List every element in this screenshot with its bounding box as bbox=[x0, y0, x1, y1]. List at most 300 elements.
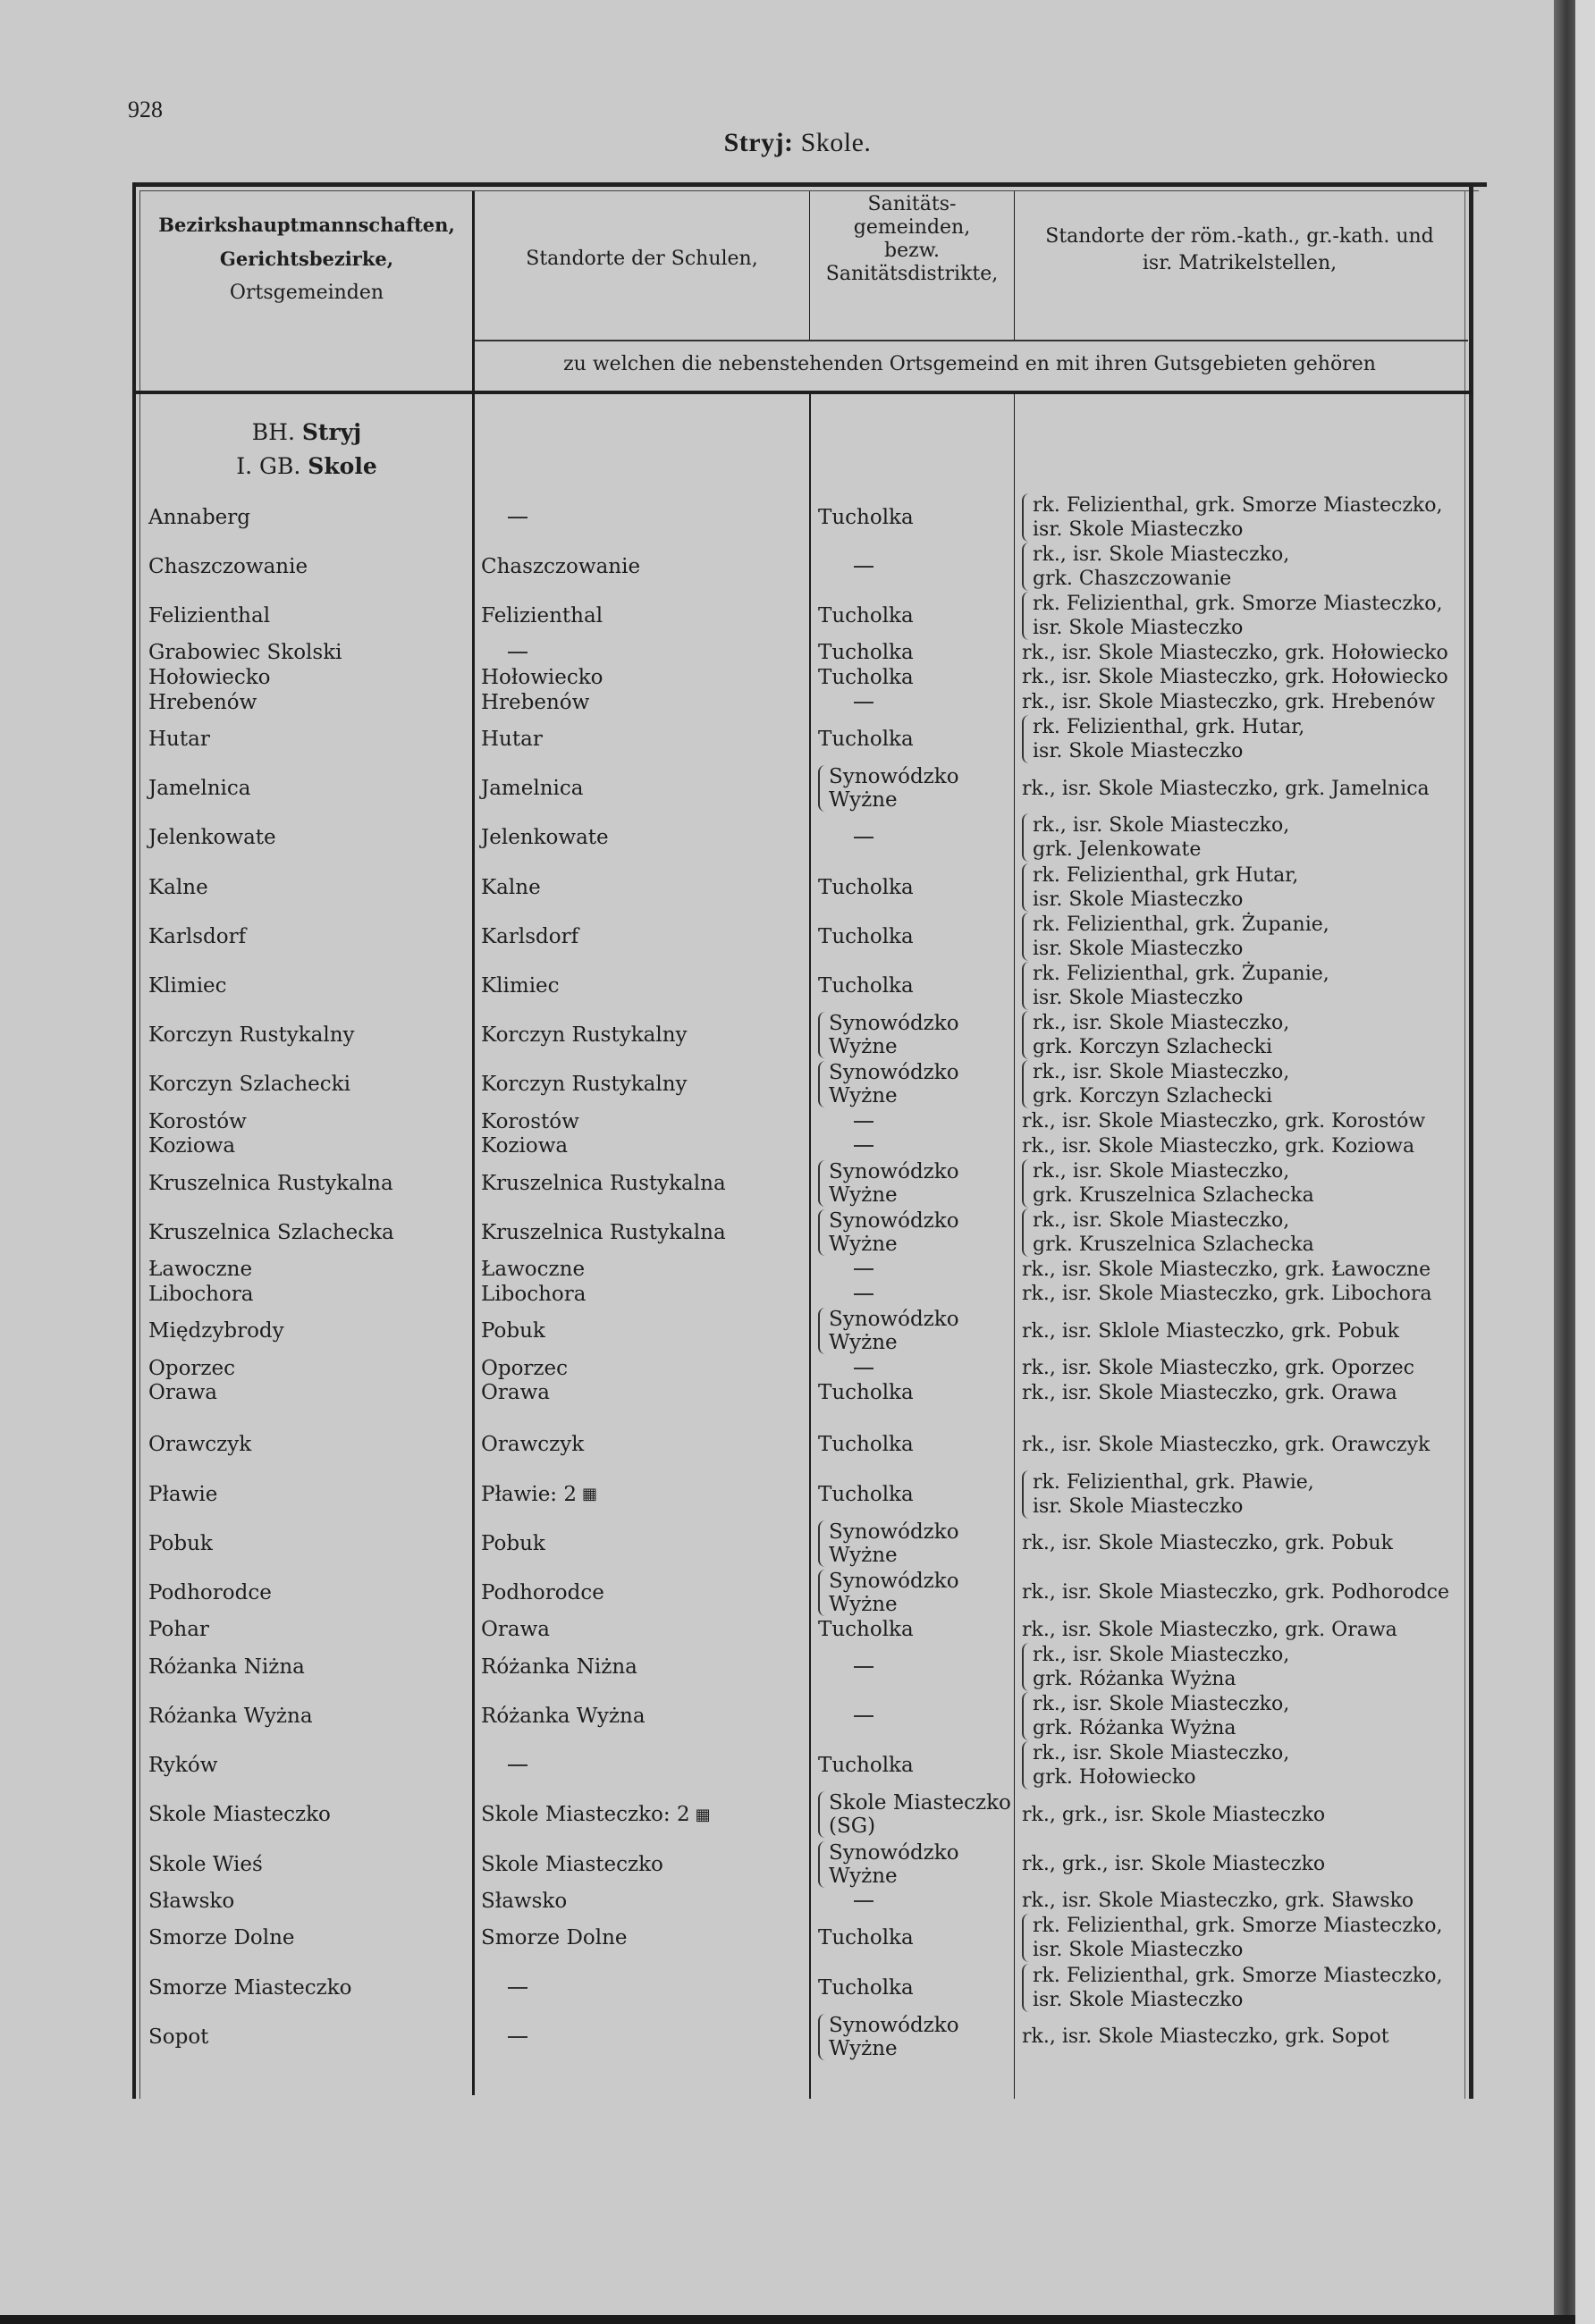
matrikel-line: grk. Chaszczowanie bbox=[1033, 567, 1232, 590]
header-col-schulen: Standorte der Schulen, bbox=[526, 248, 758, 270]
cell-ortsgemeinde bbox=[148, 1381, 470, 1406]
matrikel-line: rk. Felizienthal, grk. Hutar, bbox=[1033, 715, 1305, 738]
sanitaet-line: Synowódzko bbox=[829, 1840, 959, 1865]
ortsgemeinde-name: Hrebenów bbox=[148, 690, 257, 714]
curly-brace-icon bbox=[1022, 715, 1031, 763]
cell-matrikel bbox=[1022, 1307, 1469, 1356]
subheader-rule bbox=[474, 340, 1468, 341]
cell-ortsgemeinde bbox=[148, 1258, 470, 1283]
header-col3-line4: Sanitätsdistrikte, bbox=[825, 263, 999, 285]
schule-name: Felizienthal bbox=[481, 603, 603, 627]
cell-ortsgemeinde bbox=[148, 665, 470, 690]
cell-schule bbox=[481, 912, 803, 961]
sanitaet-line: Wyżne bbox=[829, 1183, 898, 1207]
table-row bbox=[132, 1109, 1472, 1134]
cell-ortsgemeinde bbox=[148, 714, 470, 763]
table-row bbox=[132, 1618, 1472, 1643]
cell-ortsgemeinde bbox=[148, 1134, 470, 1159]
table-row bbox=[132, 1282, 1472, 1307]
cell-ortsgemeinde bbox=[148, 591, 470, 640]
cell-matrikel bbox=[1022, 1381, 1469, 1406]
sanitaet-name: Tucholka bbox=[818, 973, 914, 998]
ortsgemeinde-name: Smorze Dolne bbox=[148, 1926, 295, 1950]
matrikel-text: rk., isr. Skole Miasteczko, grk. Orawa bbox=[1022, 1618, 1397, 1641]
cell-ortsgemeinde bbox=[148, 1642, 470, 1691]
brace-group bbox=[1022, 863, 1298, 912]
cell-sanitaet bbox=[818, 714, 1015, 763]
cell-matrikel bbox=[1022, 641, 1469, 666]
ortsgemeinde-name: Sopot bbox=[148, 2025, 209, 2049]
cell-sanitaet bbox=[818, 764, 1015, 813]
curly-brace-icon bbox=[818, 1841, 827, 1888]
matrikel-text: rk., isr. Skole Miasteczko, grk. Hrebenów bbox=[1022, 691, 1436, 714]
page-edge-margin bbox=[1575, 0, 1595, 2324]
curly-brace-icon bbox=[1022, 1060, 1031, 1108]
cell-sanitaet bbox=[818, 1208, 1015, 1257]
table-row bbox=[132, 2012, 1472, 2061]
table-row bbox=[132, 493, 1472, 542]
table-row bbox=[132, 1840, 1472, 1889]
ortsgemeinde-name: Pohar bbox=[148, 1618, 209, 1642]
cell-ortsgemeinde bbox=[148, 1568, 470, 1617]
cell-matrikel bbox=[1022, 690, 1469, 715]
cell-schule bbox=[481, 542, 803, 591]
sanitaet-name: Tucholka bbox=[818, 1381, 914, 1405]
cell-matrikel bbox=[1022, 493, 1469, 542]
empty-dash-icon bbox=[854, 1293, 873, 1295]
table-row bbox=[132, 1741, 1472, 1790]
brace-group bbox=[818, 1791, 1011, 1838]
matrikel-line: rk. Felizienthal, grk. Smorze Miasteczko, bbox=[1033, 493, 1443, 517]
header-subheader: zu welchen die nebenstehenden Ortsgemeind en mit ihren Gutsgebieten gehören bbox=[563, 353, 1376, 375]
cell-ortsgemeinde bbox=[148, 1963, 470, 2012]
cell-schule bbox=[481, 1381, 803, 1406]
cell-matrikel bbox=[1022, 1914, 1469, 1963]
schule-name: Jamelnica bbox=[481, 777, 584, 801]
matrikel-lines bbox=[1033, 1159, 1314, 1208]
sanitaet-name: Tucholka bbox=[818, 1975, 914, 2000]
table-row bbox=[132, 1060, 1472, 1109]
table-row bbox=[132, 1568, 1472, 1617]
brace-group bbox=[1022, 1692, 1289, 1740]
matrikel-line: rk. Felizienthal, grk. Żupanie, bbox=[1033, 962, 1329, 985]
matrikel-text: rk., grk., isr. Skole Miasteczko bbox=[1022, 1853, 1326, 1876]
cell-schule bbox=[481, 813, 803, 863]
sanitaet-line: Wyżne bbox=[829, 1232, 898, 1256]
ortsgemeinde-name: Sławsko bbox=[148, 1889, 235, 1913]
curly-brace-icon bbox=[1022, 962, 1031, 1010]
cell-ortsgemeinde bbox=[148, 1469, 470, 1519]
cell-matrikel bbox=[1022, 1420, 1469, 1469]
sanitaet-lines bbox=[829, 765, 959, 812]
ortsgemeinde-name: Podhorodce bbox=[148, 1580, 272, 1604]
table-row bbox=[132, 1889, 1472, 1914]
table-row bbox=[132, 1420, 1472, 1469]
matrikel-text: rk., isr. Skole Miasteczko, grk. Sopot bbox=[1022, 2025, 1389, 2049]
cell-schule bbox=[481, 1134, 803, 1159]
group-gb-name: Skole bbox=[308, 453, 377, 479]
table-row bbox=[132, 1642, 1472, 1691]
header-bottom-rule bbox=[132, 391, 1473, 394]
cell-ortsgemeinde bbox=[148, 1889, 470, 1914]
cell-ortsgemeinde bbox=[148, 1109, 470, 1134]
brace-group bbox=[818, 1012, 959, 1058]
cell-sanitaet bbox=[818, 1889, 1015, 1914]
cell-sanitaet bbox=[818, 1963, 1015, 2012]
cell-matrikel bbox=[1022, 1258, 1469, 1283]
table-row bbox=[132, 542, 1472, 591]
cell-matrikel bbox=[1022, 1469, 1469, 1519]
ortsgemeinde-name: Kruszelnica Szlachecka bbox=[148, 1220, 394, 1244]
header-col3-line2: gemeinden, bbox=[853, 216, 971, 239]
curly-brace-icon bbox=[818, 1308, 827, 1354]
ortsgemeinde-name: Karlsdorf bbox=[148, 924, 247, 948]
schule-name: Orawa bbox=[481, 1618, 550, 1642]
brace-group bbox=[1022, 715, 1304, 763]
group-gb bbox=[141, 453, 472, 479]
sanitaet-name: Tucholka bbox=[818, 603, 914, 627]
page-number: 928 bbox=[128, 97, 163, 122]
sanitaet-line: Wyżne bbox=[829, 2036, 898, 2060]
empty-dash-icon bbox=[854, 702, 873, 703]
table-row bbox=[132, 1469, 1472, 1519]
schule-name: Ławoczne bbox=[481, 1258, 586, 1282]
group-bh bbox=[141, 419, 472, 445]
sanitaet-lines bbox=[829, 1841, 959, 1888]
sanitaet-line: Synowódzko bbox=[829, 1061, 959, 1085]
sanitaet-line: Synowódzko bbox=[829, 1520, 959, 1544]
table-row bbox=[132, 912, 1472, 961]
matrikel-lines bbox=[1033, 543, 1289, 591]
sanitaet-name: Tucholka bbox=[818, 1482, 914, 1506]
brace-group bbox=[818, 2014, 959, 2060]
group-bh-name: Stryj bbox=[301, 419, 362, 445]
matrikel-line: grk. Kruszelnica Szlachecka bbox=[1033, 1183, 1314, 1207]
cell-schule bbox=[481, 1840, 803, 1889]
curly-brace-icon bbox=[1022, 493, 1031, 542]
cell-sanitaet bbox=[818, 493, 1015, 542]
matrikel-line: isr. Skole Miasteczko bbox=[1033, 1939, 1244, 1962]
cell-matrikel bbox=[1022, 1691, 1469, 1740]
ortsgemeinde-name: Ławoczne bbox=[148, 1258, 253, 1282]
matrikel-line: grk. Różanka Wyżna bbox=[1033, 1667, 1236, 1690]
brace-group bbox=[1022, 1914, 1442, 1962]
matrikel-line: grk. Korczyn Szlachecki bbox=[1033, 1036, 1273, 1059]
cell-ortsgemeinde bbox=[148, 1208, 470, 1257]
ortsgemeinde-name: Orawczyk bbox=[148, 1433, 252, 1457]
header-col1-line2: Gerichtsbezirke, bbox=[219, 248, 394, 270]
schule-name: Pobuk bbox=[481, 1319, 545, 1343]
cell-schule bbox=[481, 690, 803, 715]
table-row bbox=[132, 813, 1472, 863]
cell-matrikel bbox=[1022, 1568, 1469, 1617]
empty-dash-icon bbox=[854, 1900, 873, 1902]
sanitaet-line: Synowódzko bbox=[829, 1208, 959, 1233]
matrikel-line: grk. Hołowiecko bbox=[1033, 1766, 1196, 1789]
matrikel-lines bbox=[1033, 592, 1442, 640]
curly-brace-icon bbox=[1022, 863, 1031, 912]
matrikel-lines bbox=[1033, 1692, 1289, 1740]
schule-name: Kruszelnica Rustykalna bbox=[481, 1220, 726, 1244]
cell-ortsgemeinde bbox=[148, 1060, 470, 1109]
sanitaet-line: Synowódzko bbox=[829, 1308, 959, 1332]
curly-brace-icon bbox=[1022, 1643, 1031, 1691]
ortsgemeinde-name: Pławie bbox=[148, 1482, 218, 1506]
page-title bbox=[0, 128, 1595, 158]
sanitaet-line: Wyżne bbox=[829, 788, 898, 813]
brace-group bbox=[1022, 1011, 1289, 1059]
cell-sanitaet bbox=[818, 2012, 1015, 2061]
matrikel-lines bbox=[1033, 1964, 1442, 2012]
matrikel-text: rk., isr. Skole Miasteczko, grk. Koziowa bbox=[1022, 1134, 1415, 1158]
curly-brace-icon bbox=[1022, 1011, 1031, 1059]
matrikel-line: rk., isr. Skole Miasteczko, bbox=[1033, 1643, 1290, 1666]
header-col1-line3: Ortsgemeinden bbox=[229, 282, 384, 304]
group-gb-label: I. GB. bbox=[236, 453, 301, 479]
cell-sanitaet bbox=[818, 1420, 1015, 1469]
page-edge-bottom bbox=[0, 2315, 1575, 2324]
sanitaet-name: Tucholka bbox=[818, 1618, 914, 1642]
ortsgemeinde-name: Libochora bbox=[148, 1282, 254, 1306]
cell-matrikel bbox=[1022, 1109, 1469, 1134]
curly-brace-icon bbox=[1022, 1208, 1031, 1257]
matrikel-lines bbox=[1033, 813, 1289, 862]
matrikel-line: rk., isr. Skole Miasteczko, bbox=[1033, 1159, 1290, 1183]
curly-brace-icon bbox=[1022, 543, 1031, 591]
cell-sanitaet bbox=[818, 1356, 1015, 1381]
brace-group bbox=[1022, 1643, 1289, 1691]
cell-ortsgemeinde bbox=[148, 863, 470, 912]
cell-ortsgemeinde bbox=[148, 813, 470, 863]
cell-schule bbox=[481, 1109, 803, 1134]
cell-schule bbox=[481, 1568, 803, 1617]
matrikel-line: isr. Skole Miasteczko bbox=[1033, 616, 1244, 639]
ortsgemeinde-name: Ryków bbox=[148, 1754, 218, 1778]
cell-sanitaet bbox=[818, 961, 1015, 1010]
sanitaet-line: Wyżne bbox=[829, 1035, 898, 1059]
cell-schule bbox=[481, 2012, 803, 2061]
header-col4-line1: Standorte der röm.-kath., gr.-kath. und bbox=[1045, 225, 1434, 248]
cell-sanitaet bbox=[818, 1158, 1015, 1208]
cell-matrikel bbox=[1022, 764, 1469, 813]
empty-dash-icon bbox=[854, 1368, 873, 1369]
table-row bbox=[132, 1134, 1472, 1159]
ortsgemeinde-name: Koziowa bbox=[148, 1134, 236, 1158]
table-row bbox=[132, 1381, 1472, 1406]
schule-name: Skole Miasteczko: 2 bbox=[481, 1803, 690, 1827]
ortsgemeinde-name: Klimiec bbox=[148, 973, 227, 998]
schule-name: Jelenkowate bbox=[481, 826, 609, 850]
sanitaet-line: Wyżne bbox=[829, 1543, 898, 1567]
cell-ortsgemeinde bbox=[148, 1618, 470, 1643]
sanitaet-lines bbox=[829, 1061, 959, 1107]
cell-sanitaet bbox=[818, 591, 1015, 640]
schule-name: Koziowa bbox=[481, 1134, 569, 1158]
matrikel-line: rk., isr. Skole Miasteczko, bbox=[1033, 1061, 1290, 1084]
sanitaet-line: Synowódzko bbox=[829, 1012, 959, 1036]
cell-sanitaet bbox=[818, 690, 1015, 715]
ortsgemeinde-name: Oporzec bbox=[148, 1356, 236, 1380]
cell-sanitaet bbox=[818, 1519, 1015, 1568]
empty-dash-icon bbox=[508, 1764, 527, 1766]
schule-name: Orawczyk bbox=[481, 1433, 585, 1457]
empty-dash-icon bbox=[508, 652, 527, 653]
matrikel-lines bbox=[1033, 1060, 1289, 1108]
curly-brace-icon bbox=[1022, 913, 1031, 961]
empty-dash-icon bbox=[854, 1145, 873, 1147]
table-row bbox=[132, 1011, 1472, 1060]
header-col1-line1: Bezirkshauptmannschaften, bbox=[158, 214, 455, 236]
table-row bbox=[132, 961, 1472, 1010]
cell-sanitaet bbox=[818, 1790, 1015, 1840]
cell-ortsgemeinde bbox=[148, 1356, 470, 1381]
cell-schule bbox=[481, 1060, 803, 1109]
sanitaet-line: Synowódzko bbox=[829, 1159, 959, 1183]
cell-sanitaet bbox=[818, 1568, 1015, 1617]
cell-ortsgemeinde bbox=[148, 764, 470, 813]
matrikel-line: rk. Felizienthal, grk. Pławie, bbox=[1033, 1470, 1314, 1494]
curly-brace-icon bbox=[818, 1791, 827, 1838]
empty-dash-icon bbox=[854, 837, 873, 838]
curly-brace-icon bbox=[818, 1061, 827, 1107]
ortsgemeinde-name: Orawa bbox=[148, 1381, 217, 1405]
schule-name: Pobuk bbox=[481, 1531, 545, 1555]
brace-group bbox=[818, 1520, 959, 1567]
matrikel-text: rk., grk., isr. Skole Miasteczko bbox=[1022, 1803, 1326, 1826]
cell-ortsgemeinde bbox=[148, 912, 470, 961]
cell-schule bbox=[481, 1420, 803, 1469]
cell-ortsgemeinde bbox=[148, 1158, 470, 1208]
schule-name: Karlsdorf bbox=[481, 924, 579, 948]
cell-matrikel bbox=[1022, 665, 1469, 690]
matrikel-line: grk. Różanka Wyżna bbox=[1033, 1716, 1236, 1739]
ortsgemeinde-name: Chaszczowanie bbox=[148, 554, 308, 578]
schule-name: Korczyn Rustykalny bbox=[481, 1073, 688, 1097]
schule-name: Klimiec bbox=[481, 973, 560, 998]
cell-ortsgemeinde bbox=[148, 2012, 470, 2061]
page-title-district: Stryj: bbox=[723, 128, 794, 157]
brace-group bbox=[818, 1308, 959, 1354]
matrikel-line: rk. Felizienthal, grk. Smorze Miasteczko, bbox=[1033, 1964, 1443, 1987]
matrikel-line: isr. Skole Miasteczko bbox=[1033, 1495, 1244, 1518]
sanitaet-line: Synowódzko bbox=[829, 2013, 959, 2037]
cell-matrikel bbox=[1022, 1963, 1469, 2012]
curly-brace-icon bbox=[818, 1209, 827, 1256]
cell-schule bbox=[481, 591, 803, 640]
cell-ortsgemeinde bbox=[148, 641, 470, 666]
sanitaet-name: Tucholka bbox=[818, 727, 914, 751]
page-title-court: Skole. bbox=[793, 128, 872, 157]
header-col3-line1: Sanitäts- bbox=[867, 193, 957, 215]
curly-brace-icon bbox=[818, 1160, 827, 1207]
sanitaet-name: Tucholka bbox=[818, 1754, 914, 1778]
empty-dash-icon bbox=[854, 1715, 873, 1717]
sanitaet-lines bbox=[829, 1791, 1011, 1838]
cell-matrikel bbox=[1022, 1208, 1469, 1257]
cell-schule bbox=[481, 764, 803, 813]
cell-sanitaet bbox=[818, 1618, 1015, 1643]
cell-schule bbox=[481, 1889, 803, 1914]
cell-ortsgemeinde bbox=[148, 1282, 470, 1307]
cell-schule bbox=[481, 1790, 803, 1840]
matrikel-line: isr. Skole Miasteczko bbox=[1033, 1988, 1244, 2011]
matrikel-lines bbox=[1033, 1741, 1289, 1789]
table-row bbox=[132, 1519, 1472, 1568]
cell-schule bbox=[481, 1356, 803, 1381]
sanitaet-lines bbox=[829, 1209, 959, 1256]
cell-sanitaet bbox=[818, 1282, 1015, 1307]
cell-sanitaet bbox=[818, 665, 1015, 690]
cell-sanitaet bbox=[818, 1060, 1015, 1109]
matrikel-lines bbox=[1033, 1643, 1289, 1691]
cell-ortsgemeinde bbox=[148, 1914, 470, 1963]
cell-sanitaet bbox=[818, 542, 1015, 591]
schule-name: Różanka Wyżna bbox=[481, 1704, 646, 1728]
table-row bbox=[132, 863, 1472, 912]
cell-schule bbox=[481, 1914, 803, 1963]
curly-brace-icon bbox=[818, 1570, 827, 1616]
matrikel-line: rk., isr. Skole Miasteczko, bbox=[1033, 1742, 1290, 1765]
matrikel-line: grk. Kruszelnica Szlachecka bbox=[1033, 1233, 1314, 1256]
schule-name: Korostów bbox=[481, 1109, 579, 1133]
ortsgemeinde-name: Smorze Miasteczko bbox=[148, 1975, 352, 2000]
curly-brace-icon bbox=[1022, 813, 1031, 862]
cell-matrikel bbox=[1022, 1134, 1469, 1159]
sanitaet-lines bbox=[829, 1308, 959, 1354]
cell-schule bbox=[481, 1208, 803, 1257]
cell-matrikel bbox=[1022, 1642, 1469, 1691]
cell-ortsgemeinde bbox=[148, 1691, 470, 1740]
cell-matrikel bbox=[1022, 1790, 1469, 1840]
schule-name: Skole Miasteczko bbox=[481, 1852, 663, 1876]
curly-brace-icon bbox=[818, 765, 827, 812]
matrikel-text: rk., isr. Skole Miasteczko, grk. Hołowiecko bbox=[1022, 641, 1448, 664]
matrikel-text: rk., isr. Skole Miasteczko, grk. Hołowiecko bbox=[1022, 666, 1448, 689]
empty-dash-icon bbox=[854, 566, 873, 568]
schule-name: Różanka Niżna bbox=[481, 1655, 637, 1679]
curly-brace-icon bbox=[818, 1520, 827, 1567]
cell-sanitaet bbox=[818, 1258, 1015, 1283]
schule-name: Sławsko bbox=[481, 1889, 568, 1913]
matrikel-text: rk., isr. Skole Miasteczko, grk. Jamelnica bbox=[1022, 777, 1430, 800]
table-row bbox=[132, 641, 1472, 666]
ortsgemeinde-name: Korostów bbox=[148, 1109, 247, 1133]
cell-schule bbox=[481, 1282, 803, 1307]
cell-schule bbox=[481, 1642, 803, 1691]
empty-dash-icon bbox=[508, 2036, 527, 2038]
schule-name: Kruszelnica Rustykalna bbox=[481, 1171, 726, 1195]
ortsgemeinde-name: Skole Miasteczko bbox=[148, 1803, 331, 1827]
cell-schule bbox=[481, 1258, 803, 1283]
schule-name: Podhorodce bbox=[481, 1580, 604, 1604]
cell-ortsgemeinde bbox=[148, 493, 470, 542]
cell-matrikel bbox=[1022, 714, 1469, 763]
cell-sanitaet bbox=[818, 1642, 1015, 1691]
cell-schule bbox=[481, 1469, 803, 1519]
ortsgemeinde-name: Różanka Niżna bbox=[148, 1655, 305, 1679]
sanitaet-name: Tucholka bbox=[818, 1433, 914, 1457]
sanitaet-line: Wyżne bbox=[829, 1864, 898, 1888]
curly-brace-icon bbox=[1022, 1159, 1031, 1208]
header-col-ortsgemeinden bbox=[141, 213, 472, 306]
matrikel-text: rk., isr. Skole Miasteczko, grk. Orawczyk bbox=[1022, 1433, 1430, 1456]
schule-name: Hołowiecko bbox=[481, 665, 603, 689]
cell-sanitaet bbox=[818, 1741, 1015, 1790]
cell-ortsgemeinde bbox=[148, 690, 470, 715]
ortsgemeinde-name: Jamelnica bbox=[148, 777, 251, 801]
ortsgemeinde-name: Jelenkowate bbox=[148, 826, 276, 850]
cell-schule bbox=[481, 1741, 803, 1790]
